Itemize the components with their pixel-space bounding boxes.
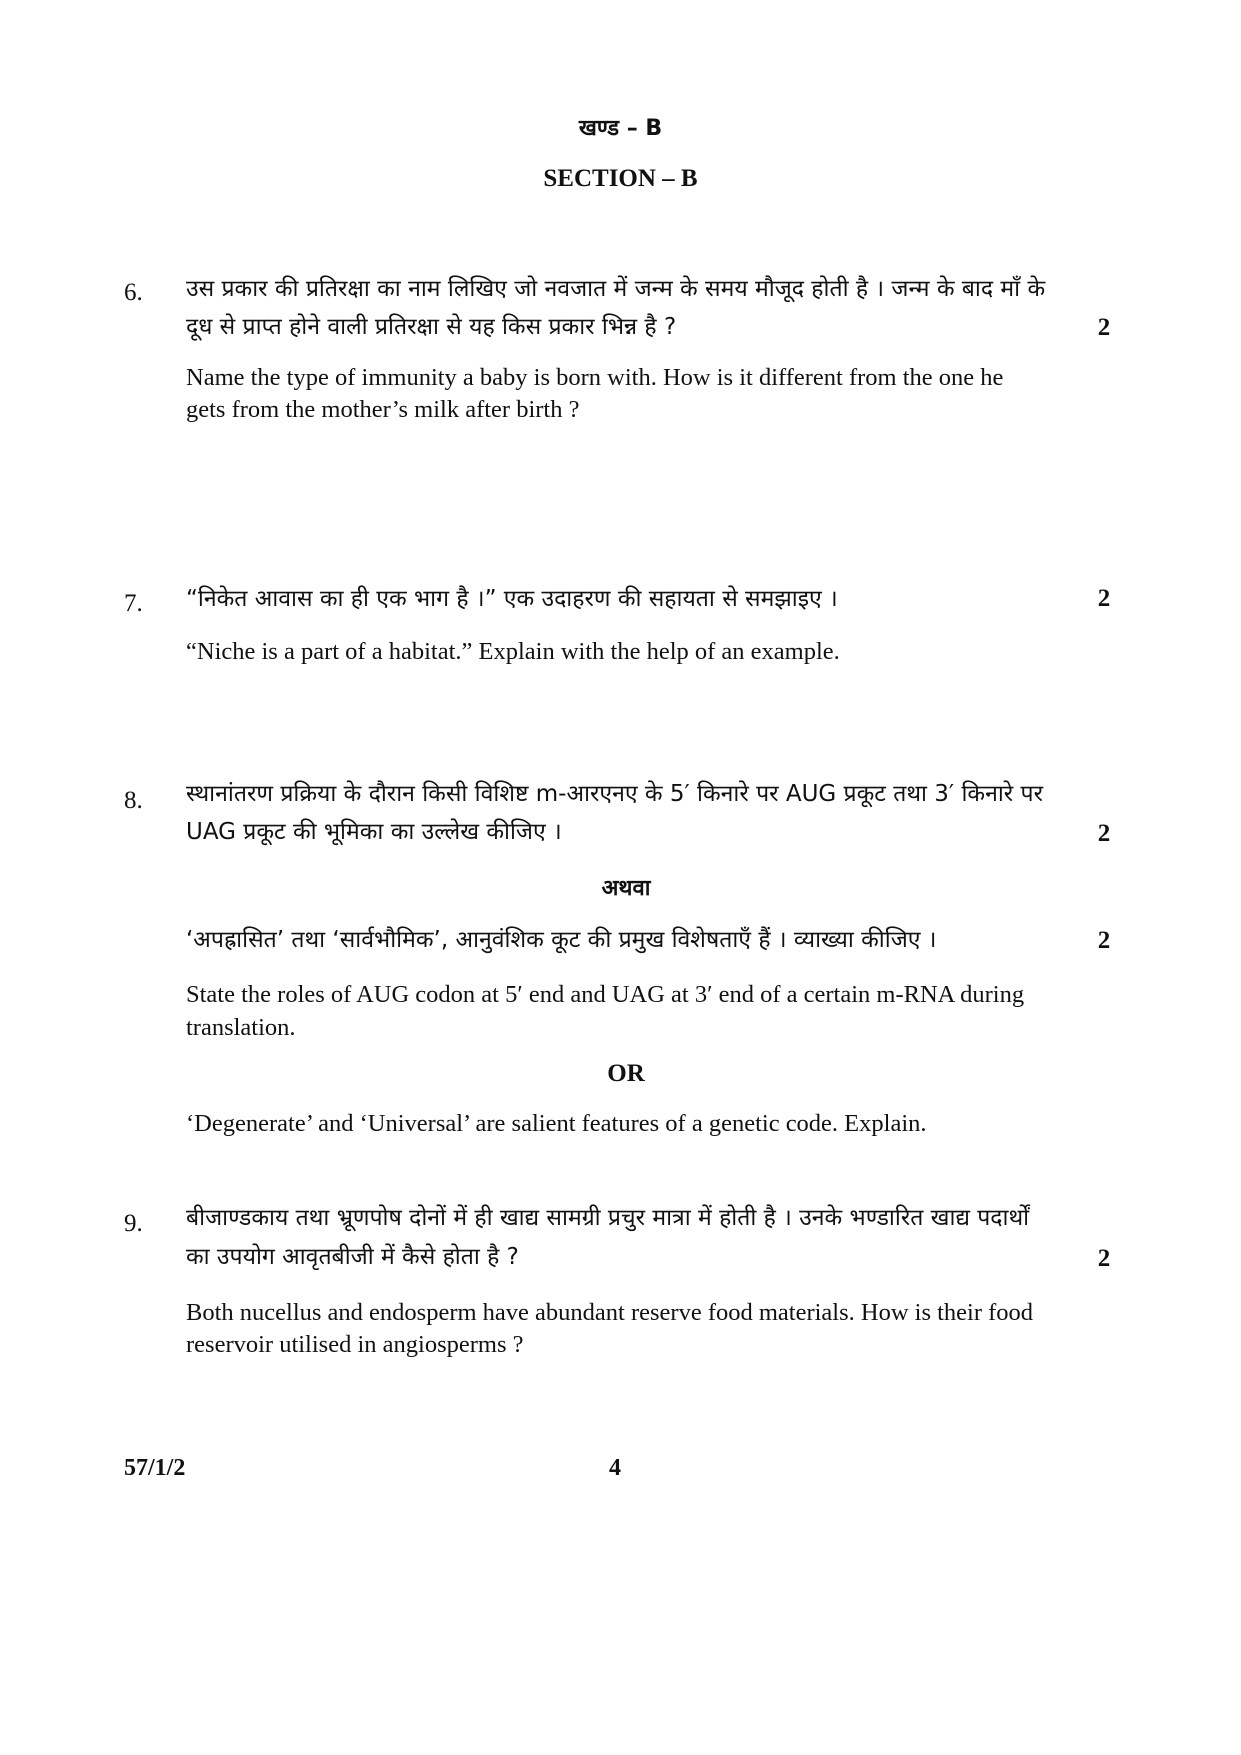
- question-english-line: gets from the mother’s milk after birth ?: [186, 396, 580, 423]
- question-number: 7.: [124, 590, 143, 617]
- marks: 2: [1097, 820, 1111, 847]
- or-heading: OR: [607, 1060, 645, 1087]
- marks: 2: [1097, 927, 1111, 954]
- question-english-line: ‘Degenerate’ and ‘Universal’ are salient features of a genetic code. Explain.: [186, 1110, 927, 1137]
- question-hindi-line: दूध से प्राप्त होने वाली प्रतिरक्षा से यह किस प्रकार भिन्न है ?: [186, 314, 677, 340]
- paper-code: 57/1/2: [124, 1455, 186, 1481]
- marks: 2: [1097, 1245, 1111, 1272]
- question-hindi-line: का उपयोग आवृतबीजी में कैसे होता है ?: [186, 1244, 519, 1270]
- question-hindi-line: UAG प्रकूट की भूमिका का उल्लेख कीजिए ।: [186, 819, 562, 845]
- marks: 2: [1097, 314, 1111, 341]
- question-number: 8.: [124, 787, 143, 814]
- section-heading-hindi: खण्ड – B: [578, 116, 663, 141]
- page-number: 4: [609, 1455, 621, 1481]
- question-hindi-line: उस प्रकार की प्रतिरक्षा का नाम लिखिए जो नवजात में जन्म के समय मौजूद होती है । जन्म के बाद माँ के: [186, 276, 1046, 302]
- marks: 2: [1097, 585, 1111, 612]
- question-english-line: “Niche is a part of a habitat.” Explain with the help of an example.: [186, 638, 840, 665]
- question-hindi-line: ‘अपह्रासित’ तथा ‘सार्वभौमिक’, आनुवंशिक कूट की प्रमुख विशेषताएँ हैं । व्याख्या कीजिए ।: [186, 927, 937, 953]
- section-heading: SECTION – B: [543, 165, 698, 192]
- question-hindi-line: बीजाण्डकाय तथा भ्रूणपोष दोनों में ही खाद्य सामग्री प्रचुर मात्रा में होती है । उनके भण्डारित खाद्य पदार्थों: [186, 1205, 1030, 1231]
- question-english-line: reservoir utilised in angiosperms ?: [186, 1331, 524, 1358]
- question-hindi-line: स्थानांतरण प्रक्रिया के दौरान किसी विशिष्ट m-आरएनए के 5′ किनारे पर AUG प्रकूट तथा 3′ किनारे पर: [186, 781, 1043, 807]
- question-number: 6.: [124, 279, 143, 306]
- question-english-line: State the roles of AUG codon at 5′ end and UAG at 3′ end of a certain m-RNA during: [186, 981, 1025, 1008]
- question-english-line: Both nucellus and endosperm have abundant reserve food materials. How is their food: [186, 1299, 1034, 1326]
- question-english-line: translation.: [186, 1014, 296, 1041]
- or-heading-hindi: अथवा: [601, 876, 651, 901]
- question-english-line: Name the type of immunity a baby is born with. How is it different from the one he: [186, 364, 1004, 391]
- question-number: 9.: [124, 1210, 143, 1237]
- question-hindi-line: “निकेत आवास का ही एक भाग है ।” एक उदाहरण की सहायता से समझाइए ।: [186, 586, 838, 612]
